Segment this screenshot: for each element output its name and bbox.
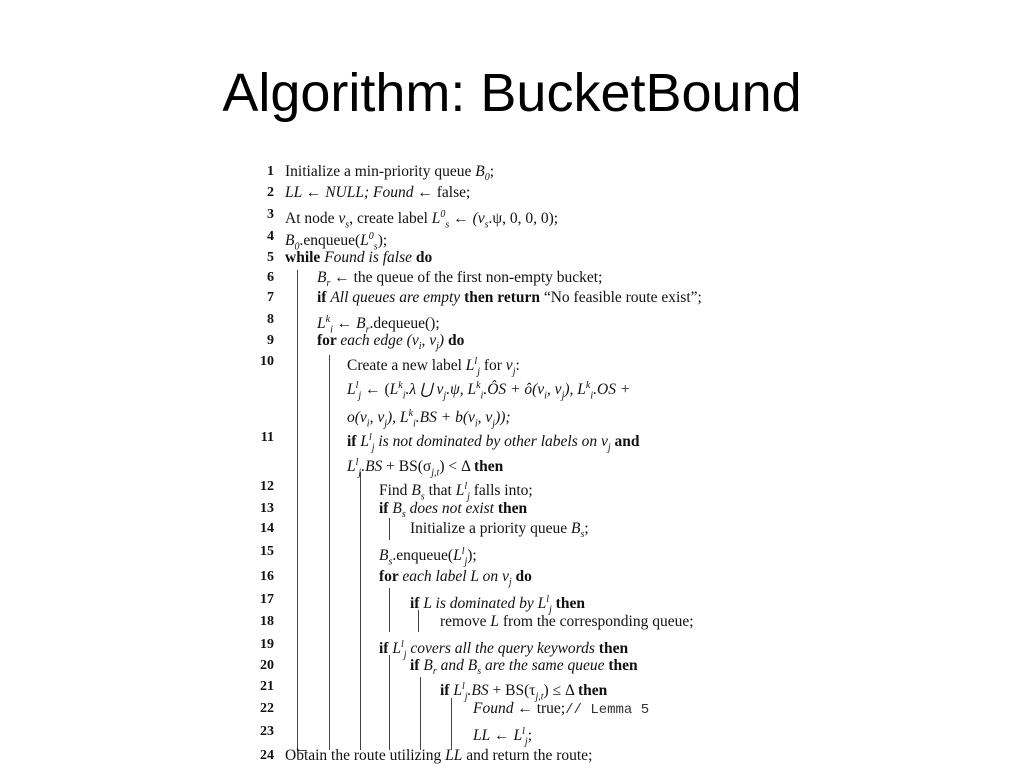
line-fragment: L <box>347 458 356 476</box>
line-fragment: o(v <box>347 409 367 427</box>
for-edge-block-guide <box>329 355 330 750</box>
if-dominated-block-guide <box>360 472 361 750</box>
line-fragment: i <box>480 390 484 402</box>
line-fragment: r <box>365 324 370 336</box>
line-fragment: .OS + <box>593 381 631 399</box>
if-covers-block-guide <box>389 655 390 750</box>
line-number: 5 <box>267 250 274 265</box>
line-fragment: j <box>371 442 375 454</box>
line-number: 1 <box>267 164 274 179</box>
line-fragment: B <box>379 547 389 565</box>
line-number: 16 <box>260 569 274 584</box>
line-fragment: k <box>325 314 331 325</box>
line-number: 11 <box>260 430 274 445</box>
line-fragment: i <box>590 390 594 402</box>
line-fragment: s <box>373 241 378 253</box>
line-fragment: j <box>467 491 470 503</box>
line-text <box>317 288 702 308</box>
line-fragment: 0 <box>368 231 374 242</box>
line-fragment: ← <box>490 727 514 745</box>
line-fragment: s <box>345 219 350 231</box>
line-fragment: j <box>549 604 552 616</box>
line-fragment: k <box>585 380 591 391</box>
line-fragment: .enqueue( <box>392 547 454 565</box>
line-fragment: then <box>608 657 638 674</box>
if-same-queue-block-guide <box>420 677 421 750</box>
line-fragment: L <box>347 381 356 399</box>
line-fragment: 0 <box>440 209 446 220</box>
line-fragment: s <box>477 666 482 678</box>
line-fragment: L is dominated by <box>423 595 538 613</box>
line-fragment: v <box>505 357 513 375</box>
line-fragment: At node <box>285 210 339 228</box>
line-fragment: L <box>360 433 369 451</box>
line-number: 10 <box>260 354 274 369</box>
line-fragment: L <box>537 595 547 613</box>
line-number: 8 <box>267 312 274 327</box>
line-fragment: then <box>497 500 528 517</box>
line-fragment: ), <box>564 381 578 399</box>
line-fragment: i <box>402 390 406 402</box>
line-fragment: ← false; <box>413 184 471 201</box>
line-fragment: j <box>492 418 496 430</box>
line-fragment: if <box>410 595 424 613</box>
line-fragment: j <box>464 691 468 703</box>
line-fragment: Initialize a priority queue <box>410 520 571 537</box>
line-fragment: v <box>338 210 346 228</box>
line-number: 19 <box>260 637 274 652</box>
line-fragment: ) < Δ <box>439 458 474 476</box>
line-fragment: l <box>461 681 465 692</box>
line-fragment: B <box>423 657 433 674</box>
line-fragment: l <box>546 594 549 605</box>
line-fragment: s <box>580 529 585 541</box>
line-fragment: Found is false <box>324 249 416 266</box>
line-fragment: All queues are empty <box>330 289 465 306</box>
line-fragment: L <box>467 381 477 399</box>
line-fragment: l <box>355 457 359 468</box>
line-fragment: if <box>347 433 361 451</box>
line-fragment: .BS <box>467 682 489 700</box>
line-fragment: Create a new label <box>347 357 466 375</box>
line-fragment: while <box>285 249 325 266</box>
line-fragment: B <box>317 269 327 286</box>
line-fragment: j <box>477 366 480 378</box>
line-fragment: , v <box>369 409 385 427</box>
line-fragment: l <box>464 481 468 492</box>
line-fragment: j <box>512 366 516 378</box>
line-fragment: ← (v <box>449 210 485 228</box>
line-fragment: j <box>524 736 528 748</box>
line-fragment: r <box>432 666 437 678</box>
line-fragment: s <box>484 219 489 231</box>
line-fragment: s <box>420 491 425 503</box>
line-fragment: remove <box>440 613 491 630</box>
line-fragment: and <box>436 657 468 674</box>
line-fragment: l <box>474 356 478 367</box>
line-fragment: i <box>544 390 547 402</box>
line-fragment: )); <box>495 409 511 427</box>
line-fragment: then <box>577 682 608 700</box>
line-fragment: B <box>285 232 295 250</box>
while-block-guide <box>297 270 298 750</box>
line-fragment: , v <box>477 409 493 427</box>
line-fragment: j,t <box>535 691 544 703</box>
line-fragment: L <box>392 640 401 658</box>
line-text <box>285 746 592 766</box>
line-fragment: Find <box>379 482 412 500</box>
line-fragment: ) <box>438 332 448 349</box>
line-number: 18 <box>260 614 274 629</box>
line-fragment: // Lemma 5 <box>565 702 650 718</box>
line-fragment: .λ ⋃ v <box>405 381 444 399</box>
line-fragment: .BS <box>361 458 383 476</box>
line-fragment: that <box>424 482 456 500</box>
line-fragment: l <box>522 726 525 737</box>
line-fragment: i <box>366 418 370 430</box>
line-fragment: i <box>418 341 422 353</box>
line-fragment: B <box>356 315 366 333</box>
line-fragment: , create label <box>349 210 432 228</box>
line-number: 2 <box>267 185 274 200</box>
line-fragment: r <box>326 278 331 290</box>
line-fragment: i <box>474 418 478 430</box>
line-fragment: ; <box>584 520 589 537</box>
line-number: 12 <box>260 479 274 494</box>
line-fragment: if <box>379 640 393 658</box>
for-label-block-guide <box>389 588 390 632</box>
line-fragment: ← ( <box>361 381 390 399</box>
line-fragment: j <box>443 390 447 402</box>
line-fragment: .ψ, <box>446 381 468 399</box>
line-fragment: L <box>455 482 465 500</box>
line-fragment: ), <box>387 409 400 427</box>
line-number: 6 <box>267 270 274 285</box>
line-fragment: B <box>392 500 402 517</box>
line-number: 15 <box>260 544 274 559</box>
line-text <box>347 376 630 406</box>
line-fragment: j <box>403 649 407 661</box>
line-fragment: i <box>330 324 333 336</box>
line-fragment: , v <box>546 381 562 399</box>
line-fragment: j <box>358 390 362 402</box>
line-text <box>285 248 432 268</box>
line-fragment: B <box>570 520 581 537</box>
line-fragment: L <box>513 727 523 745</box>
line-fragment: from the corresponding queue; <box>498 613 694 630</box>
line-fragment: falls into; <box>469 482 533 500</box>
line-fragment: j <box>384 418 387 430</box>
line-number: 24 <box>260 748 274 763</box>
line-fragment: for <box>317 332 341 349</box>
line-fragment: ← <box>332 315 357 333</box>
line-fragment: k <box>398 380 403 391</box>
line-fragment: then return <box>464 289 544 306</box>
line-fragment: l <box>368 432 372 443</box>
line-fragment: does not exist <box>405 500 498 517</box>
line-fragment: .ψ, 0, 0, 0); <box>488 210 559 228</box>
line-fragment: 0 <box>294 241 300 253</box>
line-fragment: k <box>476 380 481 391</box>
line-fragment: if <box>410 657 424 674</box>
line-fragment: are the same queue <box>481 657 609 674</box>
line-fragment: then <box>551 595 585 613</box>
line-fragment: if <box>317 289 331 306</box>
line-fragment: l <box>461 546 465 557</box>
line-fragment: .ÔS + ô(v <box>483 381 545 399</box>
line-fragment: 0 <box>484 172 490 184</box>
line-fragment: L <box>317 315 326 333</box>
line-fragment: for <box>479 357 506 375</box>
line-fragment: then <box>473 458 504 476</box>
line-fragment: Found <box>473 700 514 717</box>
line-fragment: s <box>401 509 406 521</box>
line-fragment: .enqueue( <box>299 232 361 250</box>
line-fragment: l <box>400 639 404 650</box>
line-fragment: j <box>508 577 512 589</box>
line-fragment: ; <box>527 727 532 745</box>
line-fragment: j,t <box>431 467 440 479</box>
line-fragment: L <box>465 357 475 375</box>
line-fragment: L <box>453 682 462 700</box>
line-fragment: each label L on v <box>402 568 509 585</box>
line-fragment: then <box>598 640 629 658</box>
line-fragment: j <box>436 341 439 353</box>
line-fragment: ← true; <box>513 700 566 717</box>
line-fragment: and return the route; <box>462 747 593 764</box>
line-number: 4 <box>267 229 274 244</box>
line-fragment: Obtain the route utilizing <box>285 747 446 764</box>
line-fragment: ← the queue of the first non-empty bucket; <box>330 269 603 286</box>
line-fragment: and <box>610 433 640 451</box>
line-fragment: B <box>475 163 485 180</box>
line-fragment: : <box>515 357 520 375</box>
line-fragment: .dequeue(); <box>369 315 440 333</box>
line-number: 13 <box>260 501 274 516</box>
line-number: 23 <box>260 724 274 739</box>
line-fragment: Initialize a min-priority queue <box>285 163 476 180</box>
line-fragment: covers all the query keywords <box>406 640 599 658</box>
line-fragment: l <box>355 380 359 391</box>
line-fragment: ); <box>467 547 477 565</box>
line-text <box>473 699 649 720</box>
line-fragment: ; <box>489 163 495 180</box>
line-fragment: each edge <box>340 332 407 349</box>
line-fragment: .BS + b(v <box>415 409 475 427</box>
line-fragment: j <box>561 390 565 402</box>
line-fragment: s <box>445 219 450 231</box>
line-fragment: + BS(σ <box>382 458 432 476</box>
slide-title: Algorithm: BucketBound <box>222 63 802 123</box>
line-fragment: if <box>440 682 454 700</box>
line-fragment: LL <box>473 727 491 745</box>
line-fragment: “No feasible route exist”; <box>543 289 702 306</box>
line-fragment: k <box>408 408 413 419</box>
line-fragment: do <box>447 332 465 349</box>
line-fragment: B <box>411 482 421 500</box>
line-fragment: do <box>415 249 433 266</box>
line-number: 22 <box>260 701 274 716</box>
line-fragment: ) ≤ Δ <box>543 682 578 700</box>
line-number: 21 <box>260 679 274 694</box>
line-fragment: if <box>379 500 393 517</box>
line-number: 9 <box>267 333 274 348</box>
line-fragment: i <box>413 418 416 430</box>
line-fragment: L <box>453 547 462 565</box>
line-fragment: s <box>388 556 393 568</box>
line-fragment: B <box>467 657 478 674</box>
line-fragment: do <box>511 568 532 585</box>
line-fragment: L <box>490 613 499 630</box>
line-fragment: LL ← NULL; Found <box>285 184 414 201</box>
line-fragment: for <box>379 568 403 585</box>
line-fragment: L <box>431 210 441 228</box>
line-fragment: L <box>360 232 369 250</box>
line-fragment: j <box>464 556 468 568</box>
line-fragment: j <box>358 467 362 479</box>
line-fragment: + BS(τ <box>488 682 536 700</box>
line-number: 17 <box>260 592 274 607</box>
line-text <box>440 612 694 632</box>
line-fragment: LL <box>445 747 463 764</box>
line-fragment: L <box>389 381 399 399</box>
line-fragment: , v <box>421 332 437 349</box>
line-number: 3 <box>267 207 274 222</box>
line-fragment: j <box>607 442 611 454</box>
line-fragment: L <box>399 409 409 427</box>
line-fragment: (v <box>406 332 419 349</box>
line-number: 7 <box>267 290 274 305</box>
line-text <box>285 183 470 203</box>
line-number: 20 <box>260 658 274 673</box>
line-fragment: is not dominated by other labels on v <box>374 433 608 451</box>
line-fragment: ); <box>377 232 388 250</box>
line-number: 14 <box>260 521 274 536</box>
line-fragment: L <box>577 381 586 399</box>
